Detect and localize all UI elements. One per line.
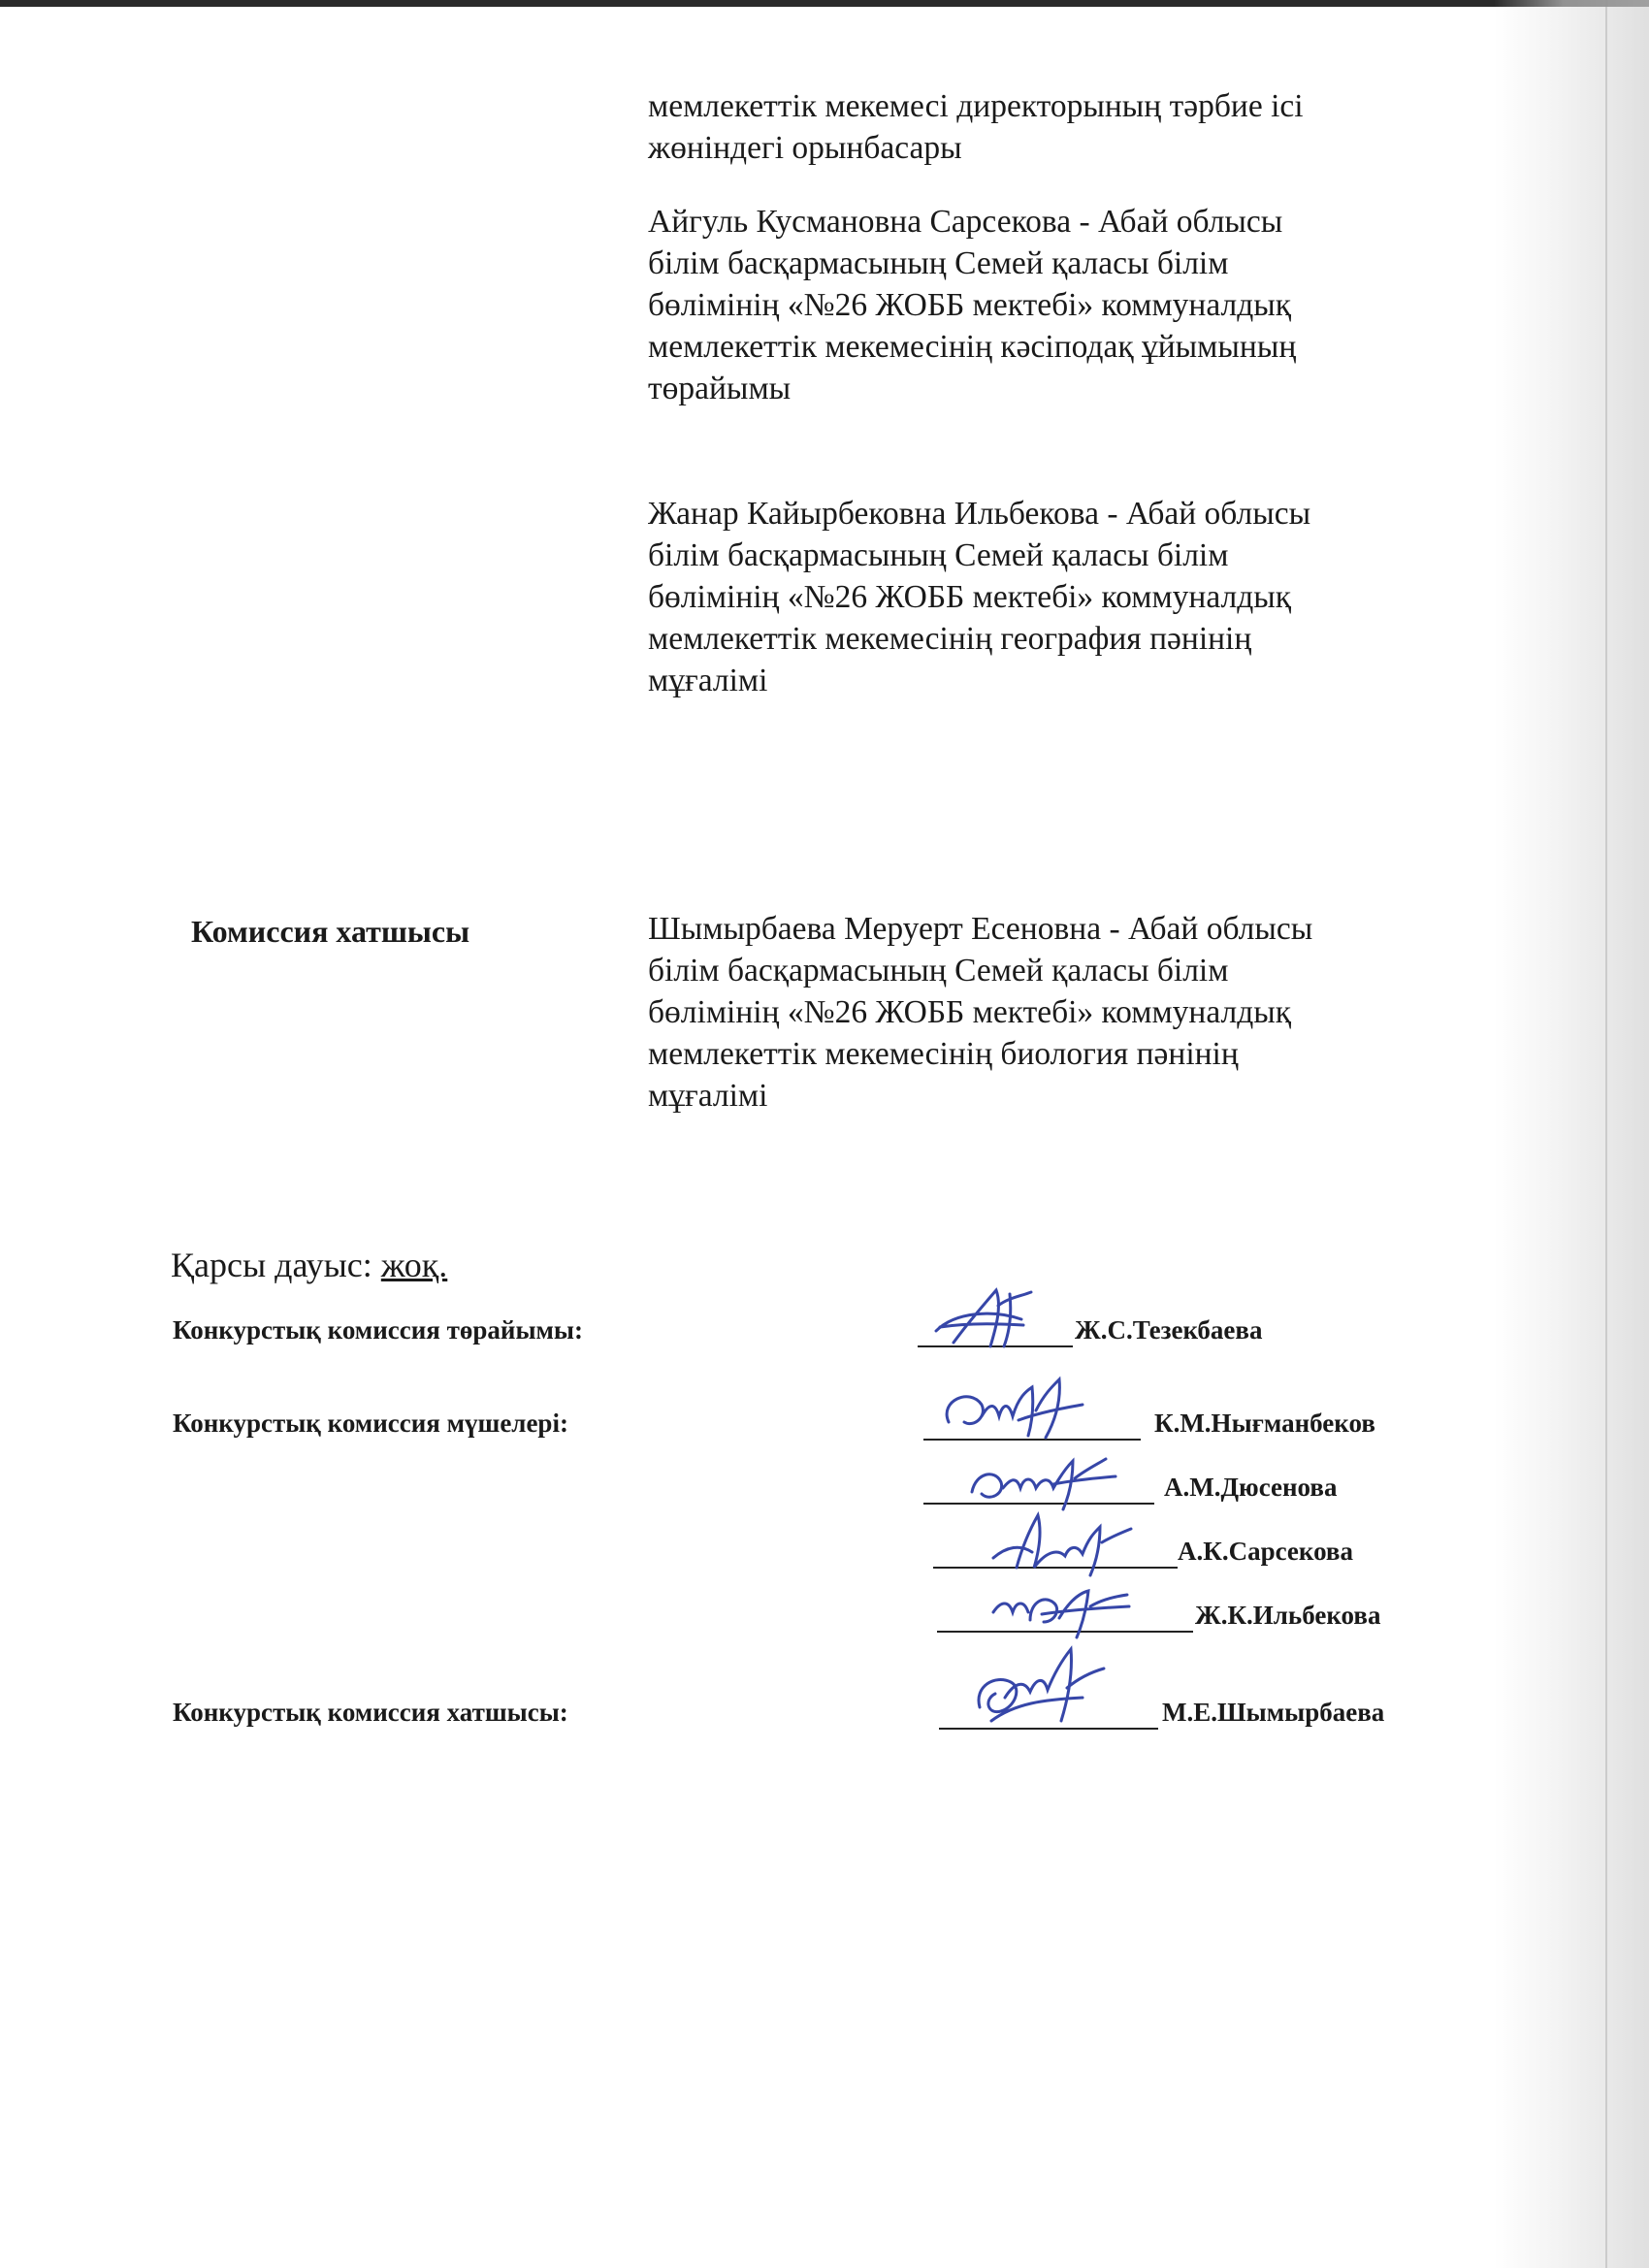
members-label: Конкурстық комиссия мүшелері: <box>173 1409 568 1438</box>
handwritten-signature <box>931 1368 1096 1445</box>
member-3-description: Жанар Кайырбековна Ильбекова - Абай облысы білім басқармасының Семей қаласы білім бөлімінің «№26 ЖОББ мектебі» коммуналдық мемлекеттік мекемесінің география пәнінің мұғалімі <box>648 496 1311 698</box>
chair-signature-row <box>0 1315 1649 1354</box>
member-signature-row <box>0 1473 1649 1511</box>
member-signature-row <box>0 1409 1649 1447</box>
handwritten-signature <box>966 1639 1121 1736</box>
scan-fold-line <box>1605 0 1607 2268</box>
signer-name: М.Е.Шымырбаева <box>1162 1698 1385 1727</box>
member-2-description: Айгуль Кусмановна Сарсекова - Абай облысы білім басқармасының Семей қаласы білім бөлімінің «№26 ЖОББ мектебі» коммуналдық мемлекеттік мекемесінің кәсіподақ ұйымының төрайымы <box>648 204 1297 406</box>
handwritten-signature <box>984 1573 1148 1643</box>
secretary-signature-row <box>0 1698 1649 1736</box>
secretary-description: Шымырбаева Меруерт Есеновна - Абай облысы білім басқармасының Семей қаласы білім бөлімінің «№26 ЖОББ мектебі» коммуналдық мемлекеттік мекемесінің биология пәнінің мұғалімі <box>648 911 1313 1114</box>
signer-name: А.М.Дюсенова <box>1164 1473 1338 1502</box>
member-1-position: мемлекеттік мекемесі директорының тәрбие ісі жөніндегі орынбасары <box>648 88 1304 166</box>
secretary-label: Комиссия хатшысы <box>191 914 470 949</box>
signer-name: Ж.К.Ильбекова <box>1195 1601 1381 1630</box>
handwritten-signature <box>978 1507 1143 1581</box>
vote-label: Қарсы дауыс: <box>171 1246 381 1284</box>
vote-value: жоқ. <box>380 1246 448 1284</box>
secretary-sign-label: Конкурстық комиссия хатшысы: <box>173 1698 568 1727</box>
handwritten-signature <box>960 1445 1125 1515</box>
handwritten-signature <box>926 1279 1052 1354</box>
scan-shadow <box>1494 0 1649 2268</box>
vote-line <box>171 1245 447 1285</box>
scan-top-edge <box>0 0 1649 7</box>
member-signature-row <box>0 1601 1649 1639</box>
signer-name: А.К.Сарсекова <box>1178 1537 1353 1566</box>
signer-name: К.М.Нығманбеков <box>1154 1409 1375 1438</box>
member-signature-row <box>0 1537 1649 1575</box>
chair-label: Конкурстық комиссия төрайымы: <box>173 1315 584 1345</box>
signer-name: Ж.С.Тезекбаева <box>1075 1315 1263 1345</box>
